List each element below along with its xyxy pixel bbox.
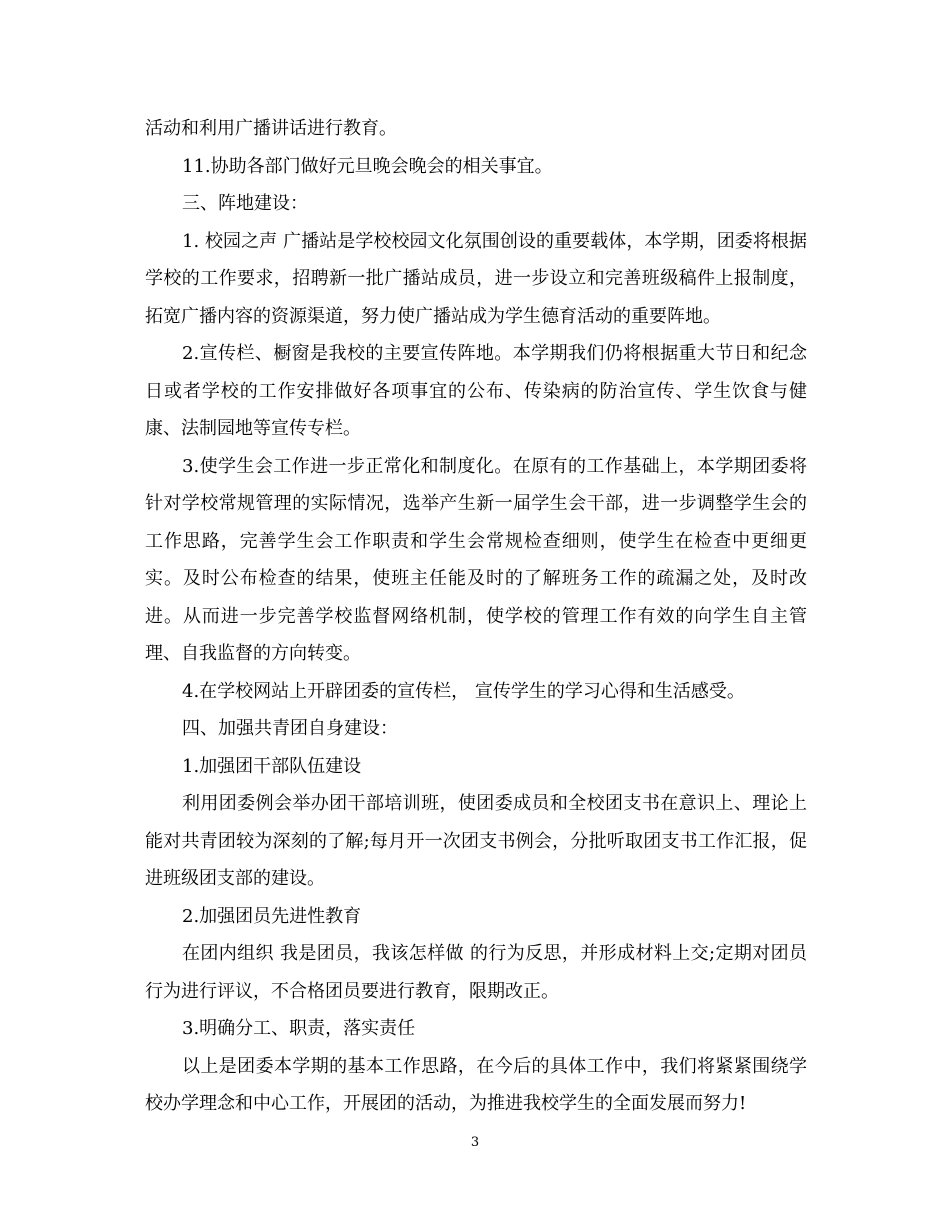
paragraph-item-11: 11.协助各部门做好元旦晚会晚会的相关事宜。 — [182, 155, 553, 177]
section-heading-4: 四、加强共青团自身建设： — [182, 718, 398, 739]
page-number: 3 — [470, 1135, 480, 1150]
paragraph-broadcast-station: 1. 校园之声 广播站是学校校园文化氛围创设的重要载体，本学期，团委将根据学校的工作要求，招聘新一批广播站成员，进一步设立和完善班级稿件上报制度，拓宽广播内容的资源渠道，努力使广播站成为学生德育活动的重要阵地。 — [145, 230, 807, 327]
subheading-member-education: 2.加强团员先进性教育 — [182, 905, 362, 927]
paragraph-student-union: 3.使学生会工作进一步正常化和制度化。在原有的工作基础上，本学期团委将针对学校常规管理的实际情况，选举产生新一届学生会干部，进一步调整学生会的工作思路，完善学生会工作职责和学生会常规检查细则，使学生在检查中更细更实。及时公布检查的结果，使班主任能及时的了解班务工作的疏漏之处，及时改进。从而进一步完善学校监督网络机制，使学校的管理工作有效的向学生自主管理、自我监督的方向转变。 — [145, 455, 807, 664]
paragraph-member-reflection: 在团内组织 我是团员，我该怎样做 的行为反思，并形成材料上交;定期对团员行为进行评议，不合格团员要进行教育，限期改正。 — [145, 943, 807, 1002]
subheading-responsibilities: 3.明确分工、职责，落实责任 — [182, 1018, 416, 1039]
paragraph-cadre-training: 利用团委例会举办团干部培训班，使团委成员和全校团支书在意识上、理论上能对共青团较为深刻的了解;每月开一次团支书例会，分批听取团支书工作汇报，促进班级团支部的建设。 — [145, 793, 807, 889]
paragraph-school-website: 4.在学校网站上开辟团委的宣传栏， 宣传学生的学习心得和生活感受。 — [182, 680, 745, 702]
document-body — [145, 110, 807, 1123]
subheading-cadre-building: 1.加强团干部队伍建设 — [182, 755, 362, 777]
paragraph-continuation: 活动和利用广播讲话进行教育。 — [145, 118, 397, 139]
section-heading-3: 三、阵地建设： — [182, 193, 308, 214]
paragraph-conclusion: 以上是团委本学期的基本工作思路，在今后的具体工作中，我们将紧紧围绕学校办学理念和中心工作，开展团的活动，为推进我校学生的全面发展而努力! — [145, 1055, 807, 1114]
paragraph-bulletin-board: 2.宣传栏、橱窗是我校的主要宣传阵地。本学期我们仍将根据重大节日和纪念日或者学校的工作安排做好各项事宜的公布、传染病的防治宣传、学生饮食与健康、法制园地等宣传专栏。 — [145, 343, 807, 439]
